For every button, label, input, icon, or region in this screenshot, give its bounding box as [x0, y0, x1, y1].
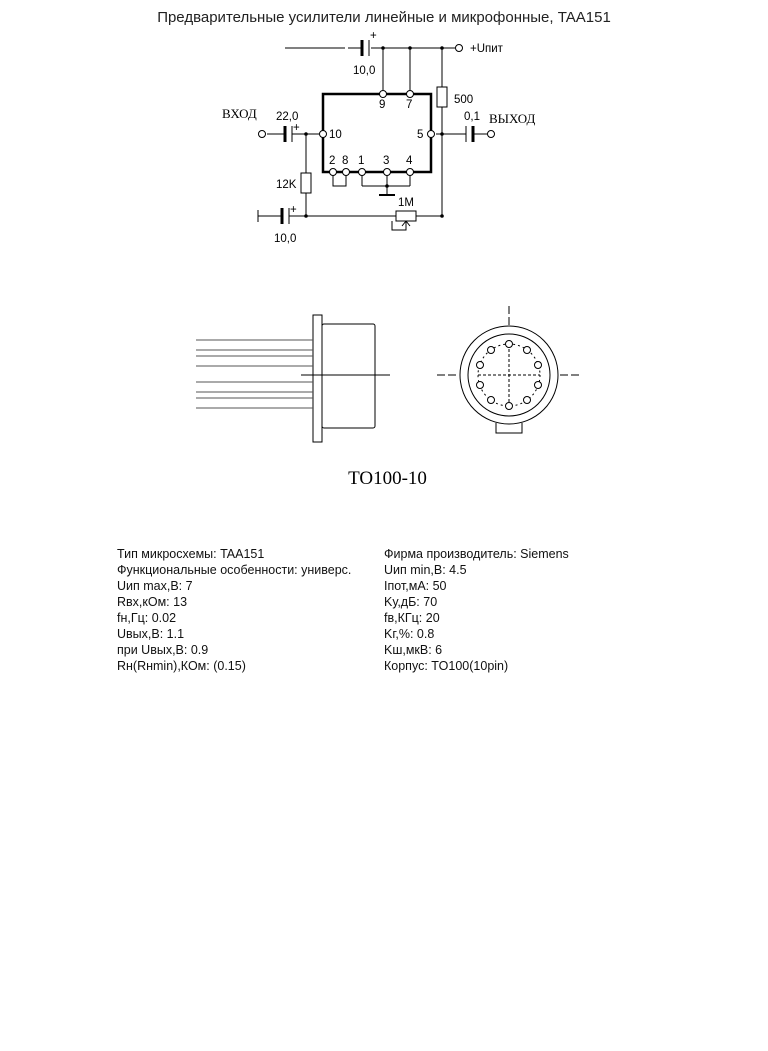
page-title: Предварительные усилители линейные и микрофонные, TAA151 — [157, 9, 611, 26]
pin-label-5: 5 — [417, 129, 424, 141]
spec-row: Корпус: TO100(10pin) — [384, 659, 509, 673]
pin-label-1: 1 — [358, 155, 365, 167]
c-supply-label: 10,0 — [353, 65, 376, 77]
spec-row: Uип min,В: 4.5 — [384, 563, 467, 577]
package-bottom-view — [437, 306, 580, 433]
input-label: ВХОД — [222, 106, 257, 121]
spec-row: Iпот,мА: 50 — [384, 579, 447, 593]
c-in-label: 22,0 — [276, 111, 299, 123]
spec-row: при Uвых,В: 0.9 — [117, 643, 209, 657]
c-out-label: 0,1 — [464, 111, 480, 123]
supply-label: +Uпит — [470, 43, 503, 55]
pin-label-10: 10 — [329, 129, 342, 141]
plus-sign-in: + — [293, 122, 300, 134]
pin-label-7: 7 — [406, 99, 413, 111]
pin-label-8: 8 — [342, 155, 349, 167]
package-label: TO100-10 — [348, 468, 427, 489]
r-supply-label: 500 — [454, 94, 474, 106]
output-label: ВЫХОД — [489, 111, 536, 126]
pin-label-3: 3 — [383, 155, 390, 167]
r-bias-label: 12K — [276, 179, 297, 191]
package-drawing — [0, 0, 768, 460]
pin-label-4: 4 — [406, 155, 413, 167]
pin-label-9: 9 — [379, 99, 386, 111]
spec-row: Uвых,В: 1.1 — [117, 627, 185, 641]
plus-sign: + — [370, 30, 377, 42]
spec-row: Функциональные особенности: универс. — [117, 563, 352, 577]
spec-row: Rн(Rнmin),КОм: (0.15) — [117, 659, 246, 673]
spec-row: fв,КГц: 20 — [384, 611, 440, 625]
pin-label-2: 2 — [329, 155, 336, 167]
spec-row: Rвх,кОм: 13 — [117, 595, 188, 609]
spec-row: Тип микросхемы: TAA151 — [117, 547, 265, 561]
pot-label: 1M — [398, 197, 414, 209]
spec-row: Фирма производитель: Siemens — [384, 547, 569, 561]
spec-row: Kш,мкВ: 6 — [384, 643, 443, 657]
specs-right-column — [384, 546, 569, 674]
spec-row: Kу,дБ: 70 — [384, 595, 438, 609]
spec-row: Kг,%: 0.8 — [384, 627, 435, 641]
spec-row: fн,Гц: 0.02 — [117, 611, 177, 625]
c-fb-label: 10,0 — [274, 233, 297, 245]
plus-sign-fb: + — [290, 204, 297, 216]
package-side-view — [196, 315, 390, 442]
spec-row: Uип max,В: 7 — [117, 579, 193, 593]
specs-left-column — [117, 546, 351, 674]
